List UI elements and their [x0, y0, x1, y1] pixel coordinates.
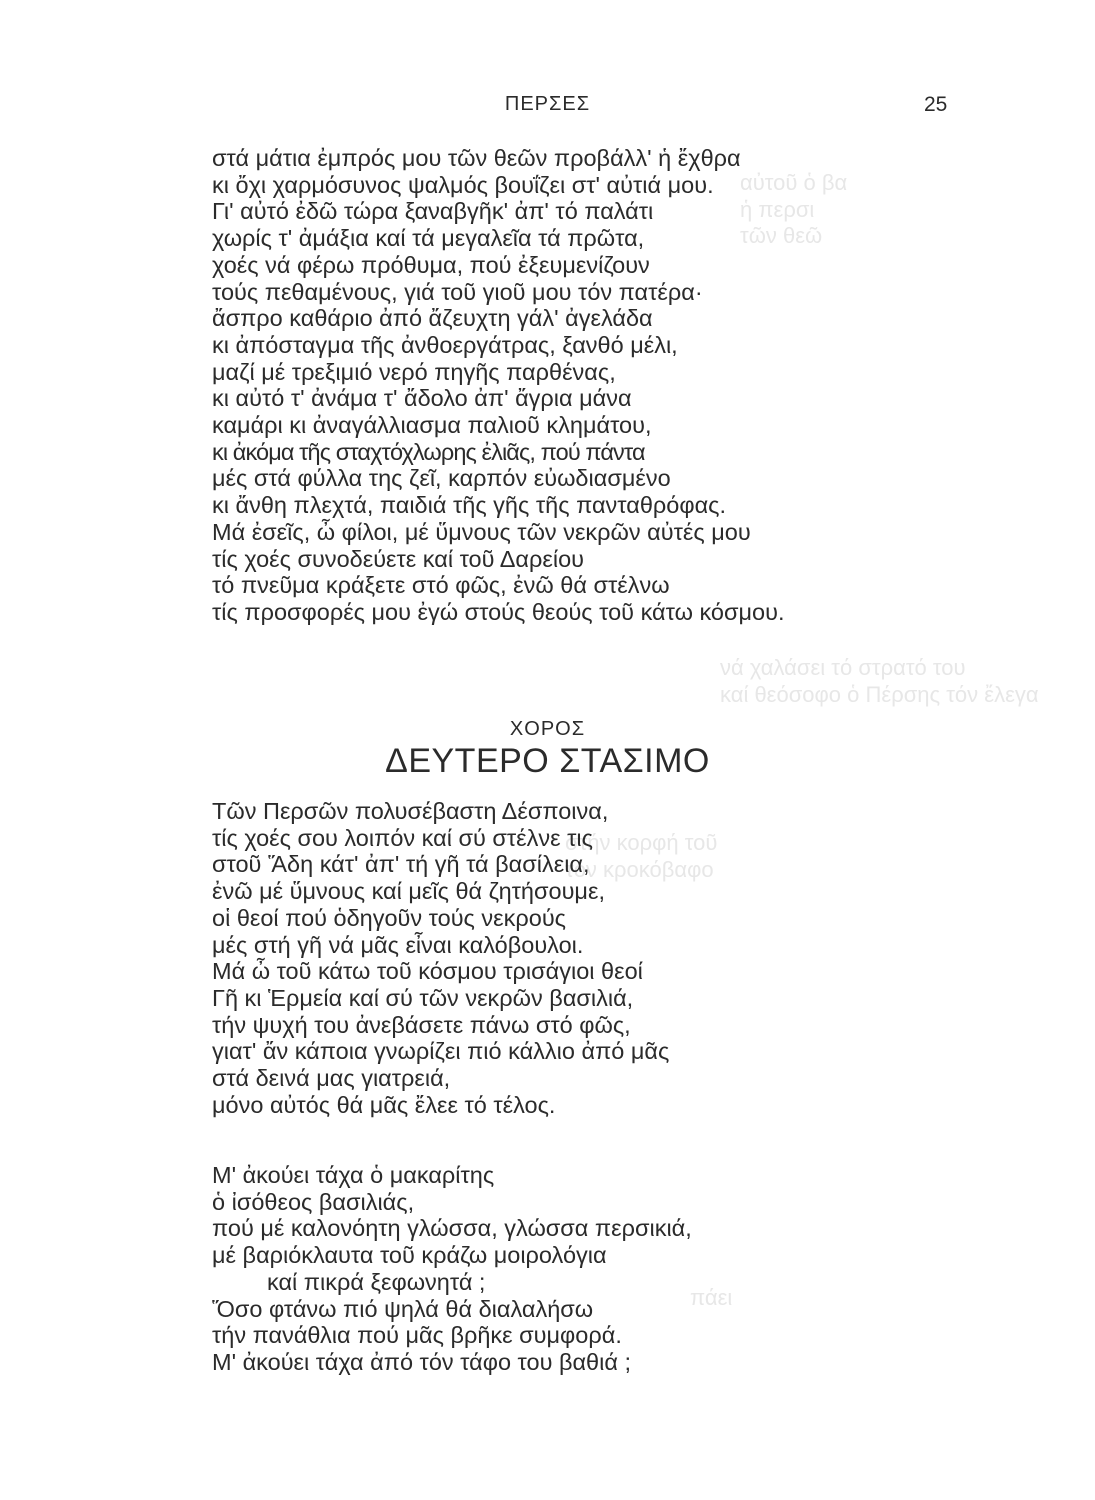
verse-line: μές στή γῆ νά μᾶς εἶναι καλόβουλοι.	[212, 931, 584, 958]
verse-line: μαζί μέ τρεξιμιό νερό πηγῆς παρθένας,	[212, 358, 616, 385]
verse-line: Μ' ἀκούει τάχα ὁ μακαρίτης	[212, 1162, 495, 1188]
verse-line: κι ἀκόμα τῆς σταχτόχλωρης ἐλιᾶς, πού πάντα	[212, 438, 645, 465]
verse-line: κι αὐτό τ' ἀνάμα τ' ἄδολο ἀπ' ἄγρια μάνα	[212, 385, 632, 412]
page-number: 25	[924, 93, 948, 116]
chorus-stanza-1	[212, 798, 669, 1118]
verse-line: Γι' αὐτό ἐδῶ τώρα ξαναβγῆκ' ἀπ' τό παλάτι	[212, 198, 654, 225]
running-title: ΠΕΡΣΕΣ	[504, 93, 591, 115]
chorus-stanza-2	[212, 1162, 692, 1376]
verse-line: ὁ ἰσόθεος βασιλιάς,	[212, 1188, 415, 1215]
verse-line: πού μέ καλονόητη γλώσσα, γλώσσα περσικιά,	[212, 1215, 692, 1242]
verse-line-indented: καί πικρά ξεφωνητά ;	[267, 1268, 486, 1295]
verse-line: χοές νά φέρω πρόθυμα, πού ἐξευμενίζουν	[212, 251, 650, 278]
verse-line: καμάρι κι ἀναγάλλιασμα παλιοῦ κλημάτου,	[212, 412, 652, 439]
verse-line: στά μάτια ἐμπρός μου τῶν θεῶν προβάλλ' ἡ ἔχθρα	[212, 145, 741, 171]
bleed-through-texture-3: στήν κορφή τοῦ τόν κροκόβαφο	[565, 830, 718, 882]
verse-line: τίς προσφορές μου ἐγώ στούς θεούς τοῦ κάτω κόσμου.	[212, 598, 785, 625]
verse-line: Μά ἐσεῖς, ὦ φίλοι, μέ ὕμνους τῶν νεκρῶν αὐτές μου	[212, 518, 751, 545]
verse-line: μές στά φύλλα της ζεῖ, καρπόν εὐωδιασμένο	[212, 465, 671, 492]
verse-line: ἐνῶ μέ ὕμνους καί μεῖς θά ζητήσουμε,	[212, 878, 605, 905]
verse-line: τήν πανάθλια πού μᾶς βρῆκε συμφορά.	[212, 1322, 622, 1349]
speech-text	[212, 145, 784, 626]
verse-line: Γῆ κι Ἑρμεία καί σύ τῶν νεκρῶν βασιλιά,	[212, 984, 634, 1011]
verse-line: στά δεινά μας γιατρειά,	[212, 1065, 451, 1092]
verse-line: Μά ὦ τοῦ κάτω τοῦ κόσμου τρισάγιοι θεοί	[212, 958, 643, 985]
bleed-through-texture-4: πάει	[690, 1285, 733, 1310]
verse-line: ἄσπρο καθάριο ἀπό ἄζευχτη γάλ' ἀγελάδα	[212, 305, 653, 332]
verse-line: γιατ' ἄν κάποια γνωρίζει πιό κάλλιο ἀπό μᾶς	[212, 1038, 670, 1065]
verse-line: μέ βαριόκλαυτα τοῦ κράζω μοιρολόγια	[212, 1242, 607, 1269]
bleed-through-texture: αὐτοῦ ὁ βα ἡ περσι τῶν θεῶ	[740, 170, 848, 249]
verse-line: κι ὄχι χαρμόσυνος ψαλμός βουΐζει στ' αὐτιά μου.	[212, 171, 714, 198]
section-title: ΔΕΥΤΕΡΟ ΣΤΑΣΙΜΟ	[385, 742, 710, 780]
bleed-through-texture-2: νά χαλάσει τό στρατό του καί θεόσοφο ὁ Πέρσης τόν ἔλεγα	[720, 655, 1039, 707]
verse-line: τήν ψυχή του ἀνεβάσετε πάνω στό φῶς,	[212, 1011, 631, 1038]
verse-line: χωρίς τ' ἀμάξια καί τά μεγαλεῖα τά πρῶτα,	[212, 225, 645, 252]
speaker-label: ΧΟΡΟΣ	[509, 718, 586, 740]
verse-line: Ὅσο φτάνω πιό ψηλά θά διαλαλήσω	[212, 1295, 594, 1322]
verse-line: οἱ θεοί πού ὁδηγοῦν τούς νεκρούς	[212, 904, 567, 931]
verse-line: στοῦ Ἅδη κάτ' ἀπ' τή γῆ τά βασίλεια,	[212, 851, 590, 878]
verse-line: κι ἄνθη πλεχτά, παιδιά τῆς γῆς τῆς πανταθρόφας.	[212, 492, 727, 519]
verse-line: Μ' ἀκούει τάχα ἀπό τόν τάφο του βαθιά ;	[212, 1348, 631, 1375]
verse-line: τό πνεῦμα κράξετε στό φῶς, ἐνῶ θά στέλνω	[212, 572, 670, 599]
verse-line: τούς πεθαμένους, γιά τοῦ γιοῦ μου τόν πατέρα·	[212, 278, 703, 305]
verse-line: τίς χοές σου λοιπόν καί σύ στέλνε τις	[212, 824, 593, 851]
verse-line: κι ἀπόσταγμα τῆς ἀνθοεργάτρας, ξανθό μέλι,	[212, 331, 678, 358]
verse-line: τίς χοές συνοδεύετε καί τοῦ Δαρείου	[212, 545, 584, 572]
verse-line: Τῶν Περσῶν πολυσέβαστη Δέσποινα,	[212, 798, 609, 824]
verse-line: μόνο αὐτός θά μᾶς ἔλεε τό τέλος.	[212, 1091, 556, 1118]
